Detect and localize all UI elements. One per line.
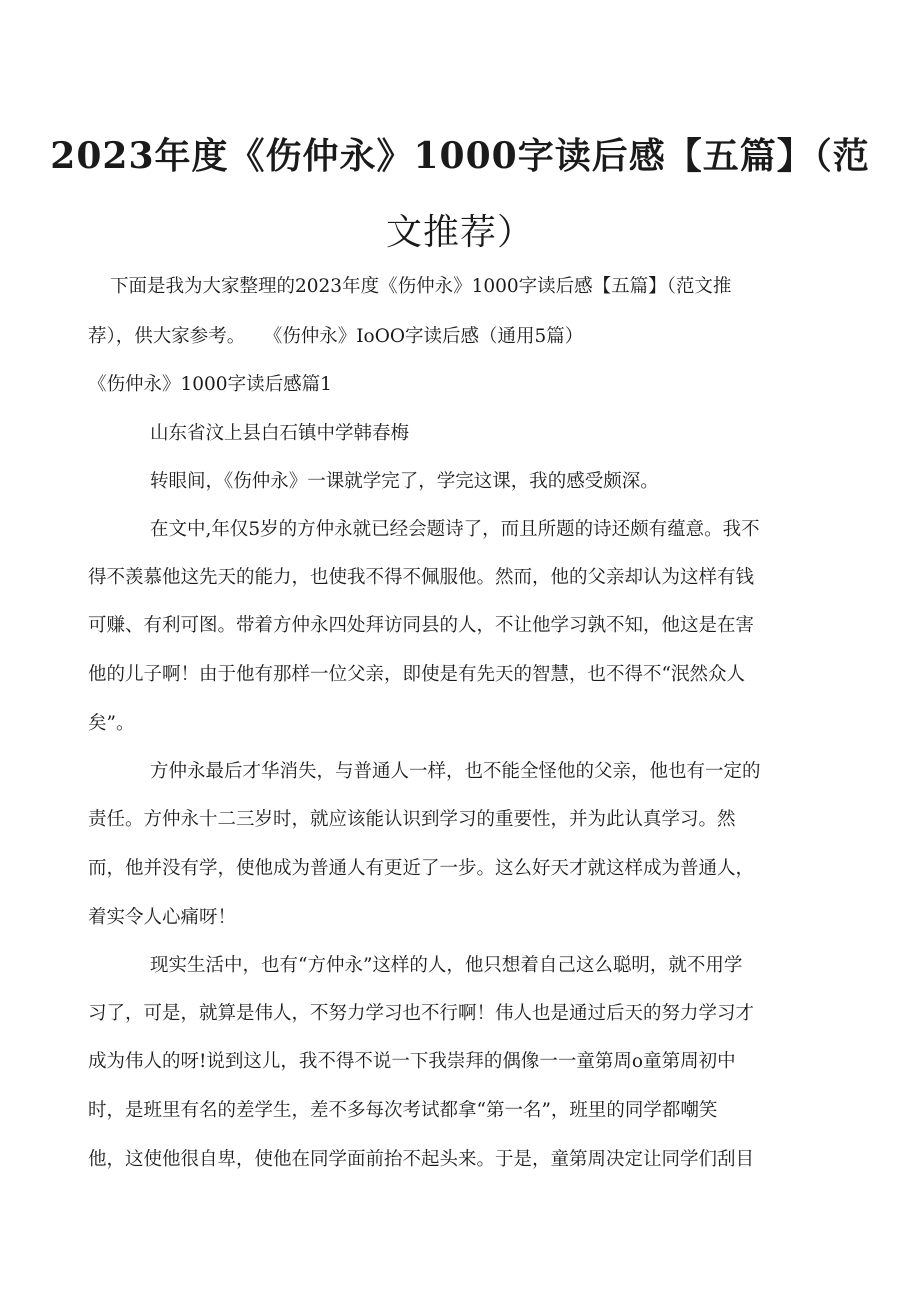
body-line: 可赚、有利可图。带着方仲永四处拜访同县的人，不让他学习孰不知，他这是在害 — [88, 615, 755, 636]
body-line: 他，这使他很自卑，使他在同学面前抬不起头来。于是，童第周决定让同学们刮目 — [88, 1149, 755, 1170]
body-line: 在文中,年仅5岁的方仲永就已经会题诗了，而且所题的诗还颇有蕴意。我不 — [150, 519, 760, 540]
body-line: 他的儿子啊！由于他有那样一位父亲，即使是有先天的智慧，也不得不“泯然众人 — [88, 664, 745, 685]
body-line: 时，是班里有名的差学生，差不多每次考试都拿“第一名”，班里的同学都嘲笑 — [88, 1100, 718, 1121]
intro-line-2: 荐），供大家参考。 《伤仲永》IoOO字读后感（通用5篇） — [88, 326, 584, 347]
intro-line-1: 下面是我为大家整理的2023年度《伤仲永》1000字读后感【五篇】（范文推 — [110, 276, 732, 297]
body-line: 习了，可是，就算是伟人，不努力学习也不行啊！伟人也是通过后天的努力学习才 — [88, 1003, 755, 1024]
body-line: 着实令人心痛呀！ — [88, 907, 237, 928]
document-title-line-2: 文推荐） — [385, 212, 534, 253]
body-line: 矣”。 — [88, 713, 135, 734]
body-line: 转眼间，《伤仲永》一课就学完了，学完这课，我的感受颇深。 — [150, 471, 659, 492]
body-line: 而，他并没有学，使他成为普通人有更近了一步。这么好天才就这样成为普通人， — [88, 858, 755, 879]
body-line: 现实生活中，也有“方仲永”这样的人，他只想着自己这么聪明，就不用学 — [150, 955, 743, 976]
body-line: 方仲永最后才华消失，与普通人一样，也不能全怪他的父亲，他也有一定的 — [150, 761, 761, 782]
body-line: 责任。方仲永十二三岁时，就应该能认识到学习的重要性，并为此认真学习。然 — [88, 809, 736, 830]
document-title-line-1: 2023年度《伤仲永》1000字读后感【五篇】（范 — [50, 135, 870, 177]
author-line: 山东省汶上县白石镇中学韩春梅 — [150, 423, 410, 444]
body-line: 得不羡慕他这先天的能力，也使我不得不佩服他。然而，他的父亲却认为这样有钱 — [88, 567, 755, 588]
section-heading: 《伤仲永》1000字读后感篇1 — [88, 374, 332, 395]
body-line: 成为伟人的呀!说到这儿，我不得不说一下我崇拜的偶像一一童第周o童第周初中 — [88, 1051, 736, 1072]
